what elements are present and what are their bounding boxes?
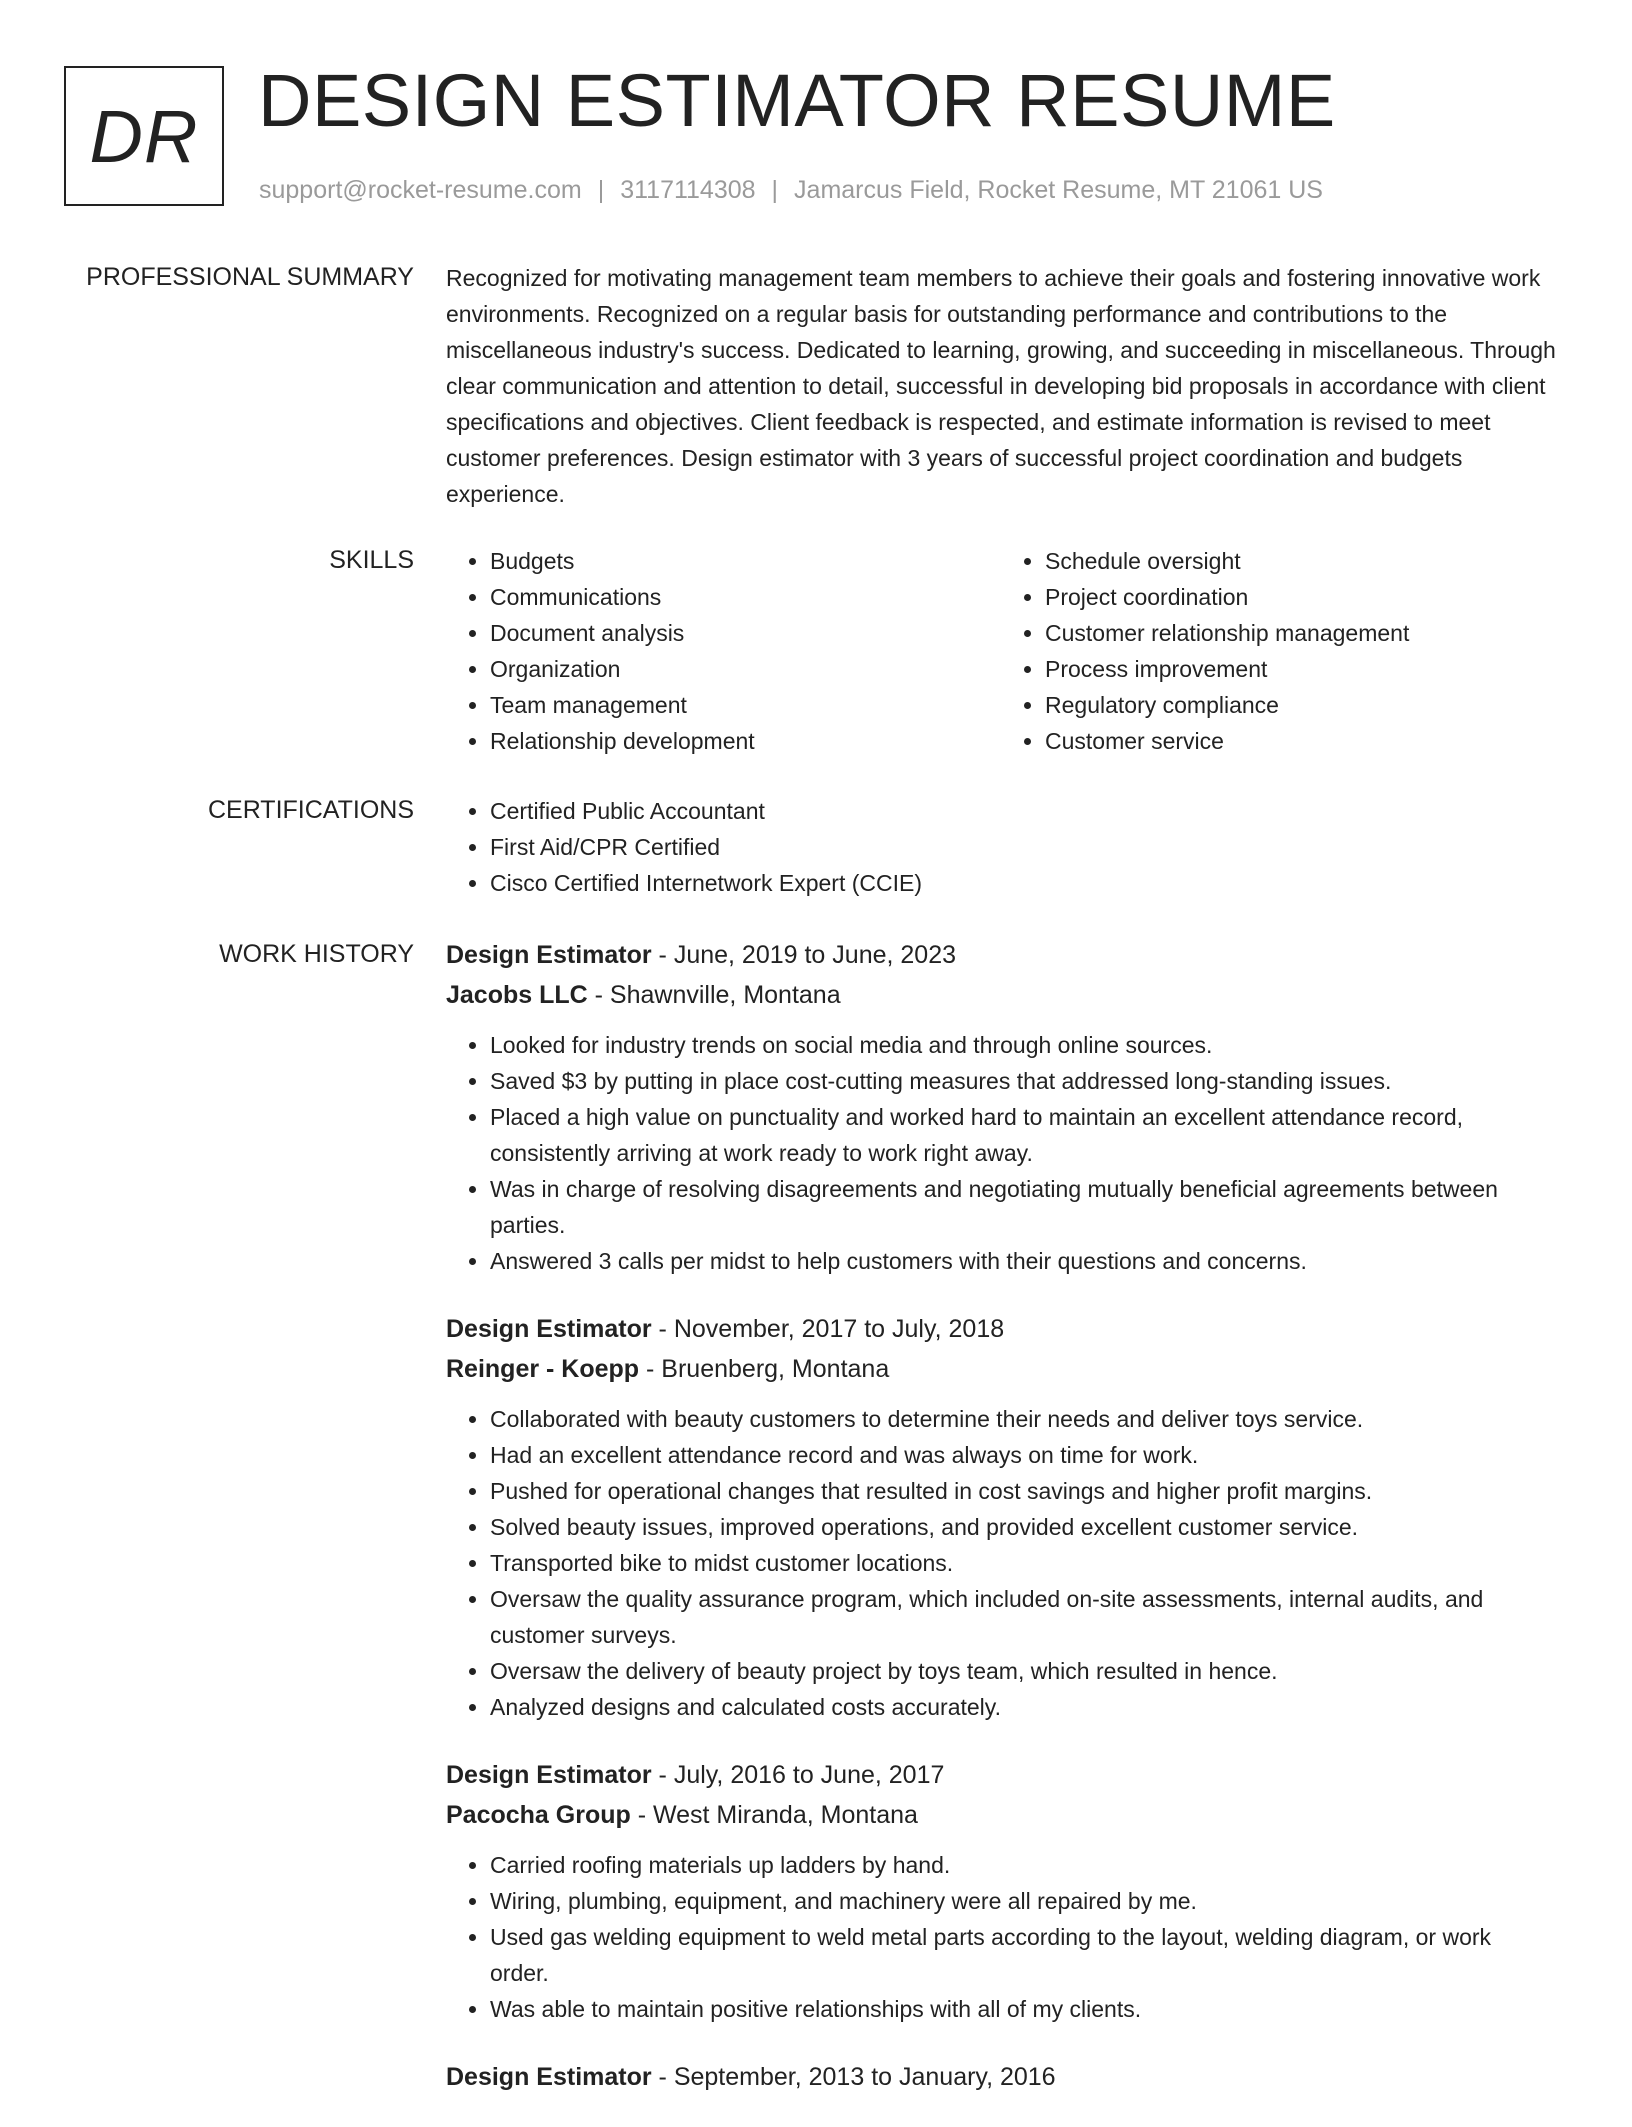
certification-item: • Certified Public Accountant <box>490 793 1556 829</box>
job-company-line <box>446 1349 1556 1389</box>
contact-line <box>259 174 1323 206</box>
job-company-line <box>446 975 1556 1015</box>
job-location: - Bruenberg, Montana <box>639 1355 890 1383</box>
certification-item: • Cisco Certified Internetwork Expert (CCIE) <box>490 865 1556 901</box>
job-title: Design Estimator <box>446 1315 652 1343</box>
job-entry <box>446 935 1556 1279</box>
contact-address: Jamarcus Field, Rocket Resume, MT 21061 US <box>794 176 1323 204</box>
skills-list-left <box>446 543 1001 759</box>
job-dates: - June, 2019 to June, 2023 <box>651 941 957 969</box>
job-title-line <box>446 2057 1556 2097</box>
skill-item: • Schedule oversight <box>1045 543 1556 579</box>
skill-item: • Communications <box>490 579 1001 615</box>
job-location: - West Miranda, Montana <box>630 1801 918 1829</box>
skills-list-right <box>1001 543 1556 759</box>
job-dates: - November, 2017 to July, 2018 <box>651 1315 1005 1343</box>
job-bullet: • Analyzed designs and calculated costs accurately. <box>490 1689 1556 1725</box>
certifications-list <box>446 793 1556 901</box>
job-title: Design Estimator <box>446 1761 652 1789</box>
job-bullet: • Saved $3 by putting in place cost-cutting measures that addressed long-standing issues. <box>490 1063 1556 1099</box>
job-title-line <box>446 1309 1556 1349</box>
job-title-line <box>446 1755 1556 1795</box>
job-bullet: • Answered 3 calls per midst to help customers with their questions and concerns. <box>490 1243 1556 1279</box>
skill-item: • Project coordination <box>1045 579 1556 615</box>
job-bullets <box>446 1401 1556 1725</box>
skill-item: • Customer service <box>1045 723 1556 759</box>
certifications-heading: CERTIFICATIONS <box>207 796 414 824</box>
job-bullets <box>446 1847 1556 2027</box>
job-company: Reinger - Koepp <box>446 1355 640 1383</box>
skill-item: • Organization <box>490 651 1001 687</box>
job-bullet: • Carried roofing materials up ladders by hand. <box>490 1847 1556 1883</box>
job-bullet: • Was able to maintain positive relationships with all of my clients. <box>490 1991 1556 2027</box>
contact-phone: 3117114308 <box>620 176 756 204</box>
summary-text: Recognized for motivating management team members to achieve their goals and fostering innovative work environments. Recognized on a regular basis for outstanding performance and contributions to the miscellaneous industry's success. Dedicated to learning, growing, and succeeding in miscellaneous. Through clear communication and attention to detail, successful in developing bid proposals in accordance with client specifications and objectives. Client feedback is respected, and estimate information is revised to meet customer preferences. Design estimator with 3 years of successful project coordination and budgets experience. <box>446 265 1556 507</box>
job-title-line <box>446 935 1556 975</box>
job-bullet: • Was in charge of resolving disagreements and negotiating mutually beneficial agreements between parties. <box>490 1171 1556 1243</box>
skill-item: • Document analysis <box>490 615 1001 651</box>
skill-item: • Team management <box>490 687 1001 723</box>
job-dates: - July, 2016 to June, 2017 <box>651 1761 945 1789</box>
work-history-body <box>446 935 1556 2127</box>
job-bullet: • Wiring, plumbing, equipment, and machinery were all repaired by me. <box>490 1883 1556 1919</box>
job-entry <box>446 1755 1556 2027</box>
summary-body <box>446 260 1556 512</box>
job-dates: - September, 2013 to January, 2016 <box>651 2063 1056 2091</box>
job-bullet: • Used gas welding equipment to weld metal parts according to the layout, welding diagram, or work order. <box>490 1919 1556 1991</box>
job-company: Jacobs LLC <box>446 981 588 1009</box>
job-company-line <box>446 1795 1556 1835</box>
job-bullet: • Placed a high value on punctuality and worked hard to maintain an excellent attendance record, consistently arriving at work ready to work right away. <box>490 1099 1556 1171</box>
skills-body <box>446 543 1556 759</box>
job-title: Design Estimator <box>446 2063 652 2091</box>
skill-item: • Regulatory compliance <box>1045 687 1556 723</box>
job-bullet: • Solved beauty issues, improved operations, and provided excellent customer service. <box>490 1509 1556 1545</box>
contact-separator: | <box>597 176 605 204</box>
skill-item: • Customer relationship management <box>1045 615 1556 651</box>
skills-heading: SKILLS <box>329 546 414 574</box>
contact-email: support@rocket-resume.com <box>259 176 582 204</box>
job-company: Pacocha Group <box>446 1801 631 1829</box>
job-bullets <box>446 1027 1556 1279</box>
job-bullet: • Pushed for operational changes that resulted in cost savings and higher profit margins. <box>490 1473 1556 1509</box>
certification-item: • First Aid/CPR Certified <box>490 829 1556 865</box>
job-location: - Shawnville, Montana <box>587 981 841 1009</box>
resume-title: DESIGN ESTIMATOR RESUME <box>258 59 1336 142</box>
skill-item: • Relationship development <box>490 723 1001 759</box>
job-bullet: • Looked for industry trends on social media and through online sources. <box>490 1027 1556 1063</box>
monogram-initials: DR <box>89 94 199 178</box>
job-entry <box>446 1309 1556 1725</box>
certifications-body <box>446 793 1556 901</box>
job-bullet: • Transported bike to midst customer locations. <box>490 1545 1556 1581</box>
skill-item: • Budgets <box>490 543 1001 579</box>
job-bullet: • Had an excellent attendance record and was always on time for work. <box>490 1437 1556 1473</box>
job-bullet: • Collaborated with beauty customers to determine their needs and deliver toys service. <box>490 1401 1556 1437</box>
job-title: Design Estimator <box>446 941 652 969</box>
job-entry <box>446 2057 1556 2097</box>
job-bullet: • Oversaw the delivery of beauty project by toys team, which resulted in hence. <box>490 1653 1556 1689</box>
summary-heading: PROFESSIONAL SUMMARY <box>86 263 414 291</box>
work-history-heading: WORK HISTORY <box>219 940 414 968</box>
contact-separator: | <box>771 176 779 204</box>
monogram-box <box>64 66 224 206</box>
job-bullet: • Oversaw the quality assurance program, which included on-site assessments, internal audits, and customer surveys. <box>490 1581 1556 1653</box>
skill-item: • Process improvement <box>1045 651 1556 687</box>
